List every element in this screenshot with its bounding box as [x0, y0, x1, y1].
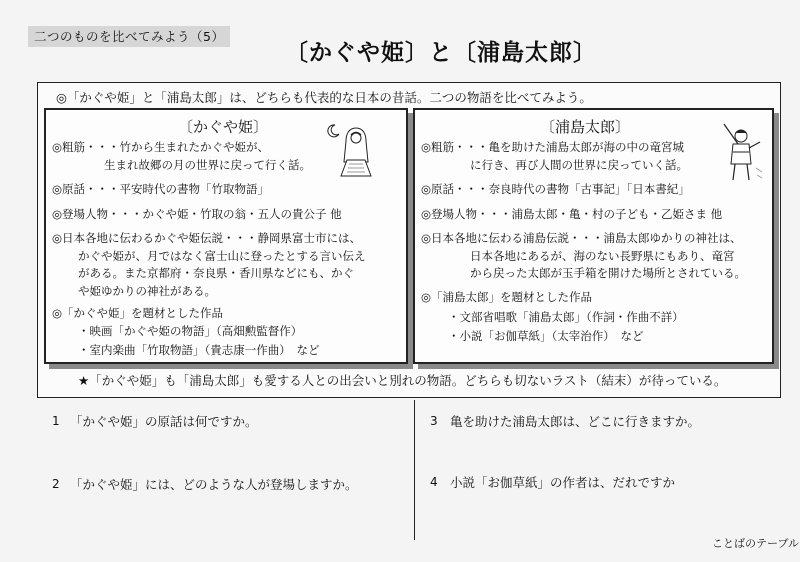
footer-credit: ことばのテーブル: [712, 537, 800, 550]
question-4-number: 4: [430, 475, 438, 489]
page-title: 〔かぐや姫〕と〔浦島太郎〕: [285, 40, 597, 66]
question-2-number: 2: [52, 477, 60, 491]
kaguya-line-6: かぐや姫が、月ではなく富士山に登ったとする言い伝え: [78, 249, 366, 263]
question-3-text: 亀を助けた浦島太郎は、どこに行きますか。: [450, 414, 701, 429]
kaguya-line-1: ◎粗筋・・・竹から生まれたかぐや姫が、: [52, 140, 270, 154]
kaguya-line-7: がある。また京都府・奈良県・香川県などにも、かぐ: [78, 266, 354, 280]
urashima-line-5: ◎日本各地に伝わる浦島伝説・・・浦島太郎ゆかりの神社は、: [421, 231, 742, 245]
question-2-text: 「かぐや姫」には、どのような人が登場しますか。: [70, 477, 358, 492]
intro-text: ◎「かぐや姫」と「浦島太郎」は、どちらも代表的な日本の昔話。二つの物語を比べてみよう。: [56, 90, 592, 105]
question-4-text: 小説「お伽草紙」の作者は、だれですか: [450, 475, 676, 490]
princess-illustration-icon: [335, 122, 377, 178]
kaguya-line-3: ◎原話・・・平安時代の書物「竹取物語」: [52, 182, 270, 196]
worksheet-header-label: 二つのものを比べてみよう（5）: [28, 26, 230, 47]
question-3-number: 3: [430, 414, 438, 428]
kaguya-panel-title: 〔かぐや姫〕: [178, 118, 269, 136]
kaguya-line-9: ◎「かぐや姫」を題材とした作品: [52, 306, 224, 320]
urashima-line-9: ・文部省唱歌「浦島太郎」（作詞・作曲不詳）: [448, 310, 684, 324]
urashima-line-6: 日本各地にあるが、海のない長野県にもあり、竜宮: [470, 249, 735, 263]
question-1-text: 「かぐや姫」の原話は何ですか。: [70, 414, 258, 429]
summary-text: ★「かぐや姫」も「浦島太郎」も愛する人との出会いと別れの物語。どちらも切ないラスト（結末）が待っている。: [78, 373, 727, 388]
urashima-line-8: ◎「浦島太郎」を題材とした作品: [421, 290, 593, 304]
urashima-line-10: ・小説「お伽草紙」（太宰治作） など: [448, 329, 644, 343]
moon-icon: [326, 124, 340, 138]
kaguya-line-8: や姫ゆかりの神社がある。: [78, 284, 216, 298]
kaguya-line-10: ・映画「かぐや姫の物語」（高畑勲監督作）: [78, 324, 303, 338]
urashima-line-4: ◎登場人物・・・浦島太郎・亀・村の子ども・乙姫さま 他: [421, 207, 723, 221]
urashima-line-3: ◎原話・・・奈良時代の書物「古事記」「日本書紀」: [421, 182, 690, 196]
fisherman-illustration-icon: [718, 118, 764, 184]
kaguya-line-2: 生まれ故郷の月の世界に戻って行く話。: [104, 158, 311, 172]
urashima-line-7: から戻った太郎が玉手箱を開けた場所とされている。: [470, 266, 746, 280]
urashima-line-1: ◎粗筋・・・亀を助けた浦島太郎が海の中の竜宮城: [421, 140, 685, 154]
kaguya-line-11: ・室内楽曲「竹取物語」（貴志康一作曲） など: [78, 343, 320, 357]
kaguya-line-5: ◎日本各地に伝わるかぐや姫伝説・・・静岡県富士市には、: [52, 231, 362, 245]
urashima-line-2: に行き、再び人間の世界に戻っていく話。: [470, 158, 689, 172]
question-1-number: 1: [52, 414, 60, 428]
urashima-panel-title: 〔浦島太郎〕: [540, 118, 631, 136]
question-divider: [414, 400, 415, 540]
kaguya-line-4: ◎登場人物・・・かぐや姫・竹取の翁・五人の貴公子 他: [52, 207, 342, 221]
